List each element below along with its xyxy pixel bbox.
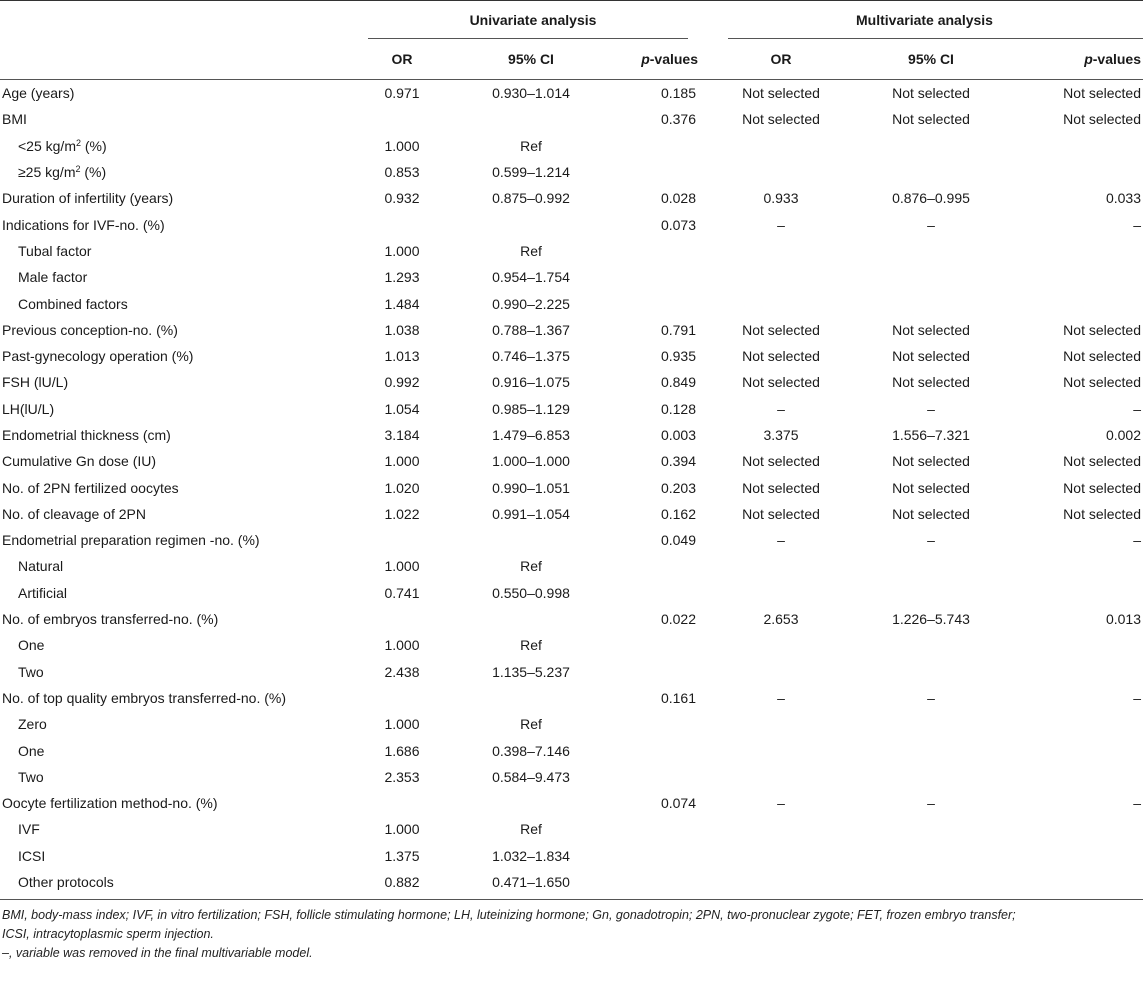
multivariate-ci-cell bbox=[856, 159, 1006, 185]
table-row bbox=[0, 553, 1143, 579]
multivariate-or-cell: 0.933 bbox=[763, 190, 799, 207]
univariate-or-cell: 0.992 bbox=[384, 374, 420, 391]
univariate-or-cell: 1.000 bbox=[384, 558, 420, 575]
univariate-or-cell: 0.932 bbox=[384, 190, 420, 207]
multivariate-group-header bbox=[706, 1, 1143, 39]
table-row bbox=[0, 764, 1143, 790]
multivariate-ci-cell: Not selected bbox=[892, 348, 970, 365]
univariate-ci-cell bbox=[444, 211, 618, 237]
multivariate-or-cell bbox=[706, 264, 856, 290]
table-row bbox=[0, 317, 1143, 343]
multivariate-or-cell: Not selected bbox=[742, 374, 820, 391]
table-row bbox=[0, 422, 1143, 448]
row-label: Two bbox=[18, 663, 44, 680]
multivariate-p-cell bbox=[1006, 737, 1143, 763]
row-label: IVF bbox=[18, 821, 40, 838]
univariate-ci-cell: 0.788–1.367 bbox=[492, 321, 570, 338]
univariate-group-label: Univariate analysis bbox=[469, 12, 597, 28]
univariate-p-cell: 0.161 bbox=[660, 689, 696, 706]
multivariate-or-cell bbox=[706, 290, 856, 316]
univariate-or-cell: 1.013 bbox=[384, 348, 420, 365]
row-label: Previous conception-no. (%) bbox=[2, 321, 178, 338]
univariate-p-cell bbox=[618, 737, 706, 763]
multivariate-ci-cell bbox=[856, 869, 1006, 900]
row-label: Artificial bbox=[18, 584, 68, 601]
table-body bbox=[0, 80, 1143, 900]
row-label: No. of top quality embryos transferred-no. (%) bbox=[2, 689, 287, 706]
univariate-or-cell: 1.484 bbox=[384, 295, 420, 312]
multivariate-ci-cell bbox=[856, 816, 1006, 842]
multivariate-ci-cell bbox=[856, 764, 1006, 790]
multivariate-p-cell bbox=[1006, 238, 1143, 264]
multivariate-or-cell bbox=[706, 869, 856, 900]
table-row bbox=[0, 290, 1143, 316]
multivariate-p-cell: Not selected bbox=[1063, 453, 1141, 470]
multivariate-or-cell bbox=[706, 159, 856, 185]
row-label: Other protocols bbox=[0, 869, 360, 900]
univariate-or-cell: 1.000 bbox=[384, 821, 420, 838]
univariate-p-cell bbox=[618, 159, 706, 185]
multivariate-ci-cell: Not selected bbox=[892, 321, 970, 338]
row-label: Natural bbox=[18, 558, 64, 575]
univariate-p-cell bbox=[618, 659, 706, 685]
table-row bbox=[0, 185, 1143, 211]
table-row bbox=[0, 527, 1143, 553]
multivariate-or-cell: 2.653 bbox=[763, 611, 799, 628]
univariate-p-cell bbox=[618, 290, 706, 316]
univariate-ci-cell: 0.991–1.054 bbox=[492, 505, 570, 522]
table-row bbox=[0, 448, 1143, 474]
multivariate-or-cell bbox=[706, 764, 856, 790]
univariate-p-header: p-values bbox=[618, 39, 706, 80]
row-label: Male factor bbox=[18, 269, 88, 286]
univariate-p-cell bbox=[618, 632, 706, 658]
univariate-p-cell: 0.791 bbox=[660, 321, 696, 338]
multivariate-or-cell: Not selected bbox=[742, 321, 820, 338]
univariate-p-cell bbox=[618, 133, 706, 159]
multivariate-p-cell bbox=[1006, 843, 1143, 869]
row-label: Tubal factor bbox=[18, 242, 92, 259]
univariate-p-cell: 0.003 bbox=[660, 427, 696, 443]
univariate-p-cell: 0.203 bbox=[660, 479, 696, 496]
univariate-or-cell: 1.054 bbox=[384, 400, 420, 417]
univariate-or-cell bbox=[360, 685, 444, 711]
multivariate-ci-cell bbox=[856, 290, 1006, 316]
multivariate-or-cell bbox=[706, 133, 856, 159]
univariate-ci-cell: 0.398–7.146 bbox=[492, 742, 570, 759]
table-row bbox=[0, 659, 1143, 685]
variable-header-cell bbox=[0, 39, 360, 80]
univariate-p-cell bbox=[618, 869, 706, 900]
multivariate-p-cell: Not selected bbox=[1063, 505, 1141, 522]
univariate-ci-cell: 0.990–1.051 bbox=[492, 479, 570, 496]
multivariate-ci-cell bbox=[856, 553, 1006, 579]
multivariate-or-cell bbox=[706, 711, 856, 737]
univariate-ci-cell: 0.599–1.214 bbox=[492, 164, 570, 181]
univariate-p-cell bbox=[618, 711, 706, 737]
univariate-p-cell bbox=[618, 843, 706, 869]
univariate-ci-cell bbox=[444, 606, 618, 632]
univariate-p-cell: 0.028 bbox=[660, 190, 696, 207]
table-row bbox=[0, 80, 1143, 107]
univariate-or-cell: 2.353 bbox=[384, 768, 420, 785]
univariate-p-cell bbox=[618, 764, 706, 790]
row-label: Cumulative Gn dose (IU) bbox=[2, 453, 157, 470]
multivariate-p-cell bbox=[1006, 290, 1143, 316]
multivariate-or-cell: Not selected bbox=[742, 85, 820, 102]
multivariate-or-cell bbox=[706, 737, 856, 763]
column-header-row bbox=[0, 39, 1143, 80]
univariate-or-cell bbox=[360, 790, 444, 816]
univariate-ci-cell: 0.875–0.992 bbox=[492, 190, 570, 207]
univariate-or-cell: 2.438 bbox=[384, 663, 420, 680]
multivariate-p-cell bbox=[1006, 159, 1143, 185]
univariate-ci-cell: 0.550–0.998 bbox=[492, 584, 570, 601]
univariate-p-cell: 0.376 bbox=[660, 111, 696, 128]
multivariate-p-cell: Not selected bbox=[1063, 348, 1141, 365]
multivariate-p-cell bbox=[1006, 869, 1143, 900]
multivariate-p-cell: 0.013 bbox=[1105, 611, 1141, 628]
multivariate-ci-cell bbox=[856, 737, 1006, 763]
univariate-ci-cell bbox=[444, 527, 618, 553]
univariate-or-cell: 1.038 bbox=[384, 321, 420, 338]
table-row bbox=[0, 211, 1143, 237]
univariate-ci-cell: 0.930–1.014 bbox=[492, 85, 570, 102]
univariate-or-cell bbox=[360, 211, 444, 237]
row-label: Combined factors bbox=[18, 295, 128, 312]
multivariate-or-cell: – bbox=[777, 400, 785, 417]
multivariate-p-cell: Not selected bbox=[1063, 321, 1141, 338]
table-row bbox=[0, 816, 1143, 842]
multivariate-p-cell bbox=[1006, 133, 1143, 159]
multivariate-ci-cell: Not selected bbox=[892, 479, 970, 496]
univariate-or-cell bbox=[360, 606, 444, 632]
univariate-or-cell: 1.000 bbox=[384, 637, 420, 654]
univariate-or-cell: 3.184 bbox=[384, 427, 420, 443]
univariate-p-cell bbox=[618, 264, 706, 290]
table-row bbox=[0, 159, 1143, 185]
multivariate-p-cell: – bbox=[1133, 689, 1141, 706]
univariate-or-cell: 1.375 bbox=[384, 847, 420, 864]
row-label: Zero bbox=[18, 716, 47, 733]
row-label: Indications for IVF-no. (%) bbox=[2, 216, 165, 233]
univariate-ci-cell: 1.479–6.853 bbox=[492, 427, 570, 443]
univariate-ci-cell: 0.954–1.754 bbox=[492, 269, 570, 286]
row-label: One bbox=[18, 637, 45, 654]
multivariate-or-cell: – bbox=[777, 689, 785, 706]
multivariate-p-cell: Not selected bbox=[1063, 479, 1141, 496]
univariate-p-cell: 0.073 bbox=[660, 216, 696, 233]
footnote-line-1: BMI, body-mass index; IVF, in vitro fertilization; FSH, follicle stimulating hormone; LH, luteinizing hormone; Gn, gonadotropin; 2PN, two-pronuclear zygote; FET, frozen embryo transfer; bbox=[2, 908, 1016, 923]
multivariate-p-cell: Not selected bbox=[1063, 111, 1141, 128]
multivariate-or-header: OR bbox=[706, 39, 856, 80]
footnote-line-3: –, variable was removed in the final multivariable model. bbox=[2, 946, 313, 961]
univariate-or-cell: 0.971 bbox=[384, 85, 420, 102]
multivariate-or-cell: – bbox=[777, 216, 785, 233]
row-label: Age (years) bbox=[2, 85, 75, 102]
multivariate-ci-cell: 0.876–0.995 bbox=[892, 190, 970, 207]
row-label: Two bbox=[18, 768, 44, 785]
univariate-ci-cell: 1.032–1.834 bbox=[492, 847, 570, 864]
table-row bbox=[0, 869, 1143, 900]
multivariate-p-cell: – bbox=[1133, 795, 1141, 812]
table-row bbox=[0, 711, 1143, 737]
table-row bbox=[0, 737, 1143, 763]
univariate-or-cell: 1.000 bbox=[384, 242, 420, 259]
univariate-p-cell bbox=[618, 580, 706, 606]
multivariate-ci-cell: Not selected bbox=[892, 453, 970, 470]
univariate-p-cell: 0.849 bbox=[660, 374, 696, 391]
multivariate-ci-cell bbox=[856, 264, 1006, 290]
univariate-p-cell: 0.128 bbox=[660, 400, 696, 417]
multivariate-ci-cell bbox=[856, 659, 1006, 685]
multivariate-p-cell bbox=[1006, 580, 1143, 606]
multivariate-ci-cell bbox=[856, 580, 1006, 606]
univariate-ci-cell: Ref bbox=[520, 242, 542, 259]
row-label: LH(lU/L) bbox=[2, 400, 55, 417]
table-row bbox=[0, 238, 1143, 264]
multivariate-p-header: p-values bbox=[1006, 39, 1143, 80]
row-label: No. of cleavage of 2PN bbox=[2, 505, 146, 522]
multivariate-ci-cell: – bbox=[927, 689, 935, 706]
univariate-p-cell: 0.074 bbox=[660, 795, 696, 812]
univariate-or-cell: 0.882 bbox=[360, 869, 444, 900]
univariate-ci-cell: Ref bbox=[520, 637, 542, 654]
multivariate-group-label: Multivariate analysis bbox=[856, 12, 993, 28]
table-row bbox=[0, 606, 1143, 632]
row-label: Endometrial preparation regimen -no. (%) bbox=[2, 532, 260, 549]
univariate-underline bbox=[368, 38, 688, 39]
univariate-or-cell: 1.000 bbox=[384, 137, 420, 154]
table-row bbox=[0, 685, 1143, 711]
univariate-p-cell: 0.935 bbox=[660, 348, 696, 365]
multivariate-ci-cell: Not selected bbox=[892, 374, 970, 391]
multivariate-or-cell bbox=[706, 580, 856, 606]
row-label: Past-gynecology operation (%) bbox=[2, 348, 194, 365]
multivariate-p-cell bbox=[1006, 659, 1143, 685]
univariate-or-cell: 1.293 bbox=[384, 269, 420, 286]
univariate-ci-cell bbox=[444, 790, 618, 816]
univariate-ci-cell: Ref bbox=[520, 137, 542, 154]
multivariate-or-cell: Not selected bbox=[742, 479, 820, 496]
multivariate-or-cell: Not selected bbox=[742, 453, 820, 470]
univariate-or-cell bbox=[360, 106, 444, 132]
multivariate-p-cell: 0.033 bbox=[1105, 190, 1141, 207]
multivariate-ci-cell bbox=[856, 843, 1006, 869]
table-row bbox=[0, 343, 1143, 369]
univariate-p-cell: 0.022 bbox=[660, 611, 696, 628]
univariate-p-cell: 0.049 bbox=[660, 532, 696, 549]
univariate-ci-cell: 0.990–2.225 bbox=[492, 295, 570, 312]
univariate-p-cell: 0.185 bbox=[660, 85, 696, 102]
multivariate-or-cell bbox=[706, 553, 856, 579]
univariate-or-cell: 1.000 bbox=[384, 453, 420, 470]
table-row bbox=[0, 843, 1143, 869]
row-label: ≥25 $kg/m^2$ (%) bbox=[18, 164, 107, 181]
multivariate-ci-cell bbox=[856, 238, 1006, 264]
empty-header-cell bbox=[0, 1, 360, 39]
table-row bbox=[0, 474, 1143, 500]
multivariate-ci-cell: 1.556–7.321 bbox=[892, 427, 970, 443]
univariate-group-header bbox=[360, 1, 706, 39]
univariate-ci-header: 95% CI bbox=[444, 39, 618, 80]
table-row bbox=[0, 580, 1143, 606]
multivariate-p-cell: – bbox=[1133, 400, 1141, 417]
univariate-ci-cell: 0.584–9.473 bbox=[492, 768, 570, 785]
multivariate-p-cell: – bbox=[1133, 532, 1141, 549]
table-row bbox=[0, 133, 1143, 159]
row-label: Endometrial thickness (cm) bbox=[2, 427, 171, 443]
footnote-line-2: ICSI, intracytoplasmic sperm injection. bbox=[2, 927, 214, 942]
multivariate-ci-cell: Not selected bbox=[892, 111, 970, 128]
univariate-ci-cell: 0.916–1.075 bbox=[492, 374, 570, 391]
multivariate-p-cell: – bbox=[1133, 216, 1141, 233]
table-row bbox=[0, 632, 1143, 658]
multivariate-or-cell: Not selected bbox=[742, 111, 820, 128]
multivariate-p-cell bbox=[1006, 816, 1143, 842]
univariate-ci-cell: Ref bbox=[520, 558, 542, 575]
multivariate-ci-cell bbox=[856, 711, 1006, 737]
row-label: No. of 2PN fertilized oocytes bbox=[2, 479, 179, 496]
multivariate-p-cell bbox=[1006, 264, 1143, 290]
multivariate-or-cell bbox=[706, 659, 856, 685]
univariate-p-cell: 0.162 bbox=[660, 505, 696, 522]
multivariate-p-cell bbox=[1006, 553, 1143, 579]
multivariate-ci-cell: – bbox=[927, 400, 935, 417]
row-label: BMI bbox=[2, 111, 27, 128]
multivariate-underline bbox=[728, 38, 1143, 39]
multivariate-ci-cell: Not selected bbox=[892, 85, 970, 102]
table-row bbox=[0, 369, 1143, 395]
univariate-or-cell: 1.022 bbox=[384, 505, 420, 522]
multivariate-p-cell bbox=[1006, 764, 1143, 790]
multivariate-ci-cell: – bbox=[927, 795, 935, 812]
univariate-or-cell: 1.000 bbox=[384, 716, 420, 733]
multivariate-ci-header: 95% CI bbox=[856, 39, 1006, 80]
univariate-ci-cell: 0.985–1.129 bbox=[492, 400, 570, 417]
multivariate-or-cell: Not selected bbox=[742, 505, 820, 522]
row-label: Duration of infertility (years) bbox=[2, 190, 174, 207]
univariate-p-cell: 0.394 bbox=[660, 453, 696, 470]
multivariate-ci-cell: – bbox=[927, 532, 935, 549]
multivariate-ci-cell: 1.226–5.743 bbox=[892, 611, 970, 628]
table-row bbox=[0, 106, 1143, 132]
univariate-ci-cell: 0.471–1.650 bbox=[444, 869, 618, 900]
multivariate-or-cell bbox=[706, 632, 856, 658]
multivariate-ci-cell bbox=[856, 133, 1006, 159]
multivariate-or-cell bbox=[706, 238, 856, 264]
univariate-or-cell bbox=[360, 527, 444, 553]
multivariate-p-cell: Not selected bbox=[1063, 374, 1141, 391]
row-label: FSH (lU/L) bbox=[2, 374, 69, 391]
row-label: No. of embryos transferred-no. (%) bbox=[2, 611, 219, 628]
table-row bbox=[0, 501, 1143, 527]
row-label: ICSI bbox=[18, 847, 46, 864]
multivariate-or-cell: Not selected bbox=[742, 348, 820, 365]
univariate-ci-cell: Ref bbox=[520, 821, 542, 838]
univariate-p-cell bbox=[618, 238, 706, 264]
multivariate-ci-cell bbox=[856, 632, 1006, 658]
univariate-ci-cell: 0.746–1.375 bbox=[492, 348, 570, 365]
multivariate-or-cell bbox=[706, 843, 856, 869]
row-label: One bbox=[18, 742, 45, 759]
multivariate-p-cell bbox=[1006, 632, 1143, 658]
row-label: <25 $kg/m^2$ (%) bbox=[18, 137, 107, 154]
group-header-row bbox=[0, 1, 1143, 39]
multivariate-p-cell bbox=[1006, 711, 1143, 737]
univariate-ci-cell bbox=[444, 106, 618, 132]
table-row bbox=[0, 396, 1143, 422]
table-footnotes bbox=[0, 906, 1143, 963]
multivariate-or-cell bbox=[706, 816, 856, 842]
row-label: Oocyte fertilization method-no. (%) bbox=[2, 795, 218, 812]
multivariate-or-cell: 3.375 bbox=[763, 427, 799, 443]
multivariate-ci-cell: Not selected bbox=[892, 505, 970, 522]
multivariate-or-cell: – bbox=[777, 532, 785, 549]
multivariate-p-cell: Not selected bbox=[1063, 85, 1141, 102]
univariate-p-cell bbox=[618, 816, 706, 842]
univariate-ci-cell: 1.000–1.000 bbox=[492, 453, 570, 470]
table-row bbox=[0, 790, 1143, 816]
univariate-or-cell: 0.853 bbox=[384, 164, 420, 181]
univariate-ci-cell: Ref bbox=[520, 716, 542, 733]
multivariate-ci-cell: – bbox=[927, 216, 935, 233]
table-row bbox=[0, 264, 1143, 290]
multivariate-or-cell: – bbox=[777, 795, 785, 812]
multivariate-p-cell: 0.002 bbox=[1105, 427, 1141, 443]
univariate-or-cell: 1.686 bbox=[384, 742, 420, 759]
univariate-or-header: OR bbox=[360, 39, 444, 80]
univariate-or-cell: 1.020 bbox=[384, 479, 420, 496]
univariate-or-cell: 0.741 bbox=[384, 584, 420, 601]
univariate-p-cell bbox=[618, 553, 706, 579]
univariate-ci-cell bbox=[444, 685, 618, 711]
univariate-ci-cell: 1.135–5.237 bbox=[492, 663, 570, 680]
